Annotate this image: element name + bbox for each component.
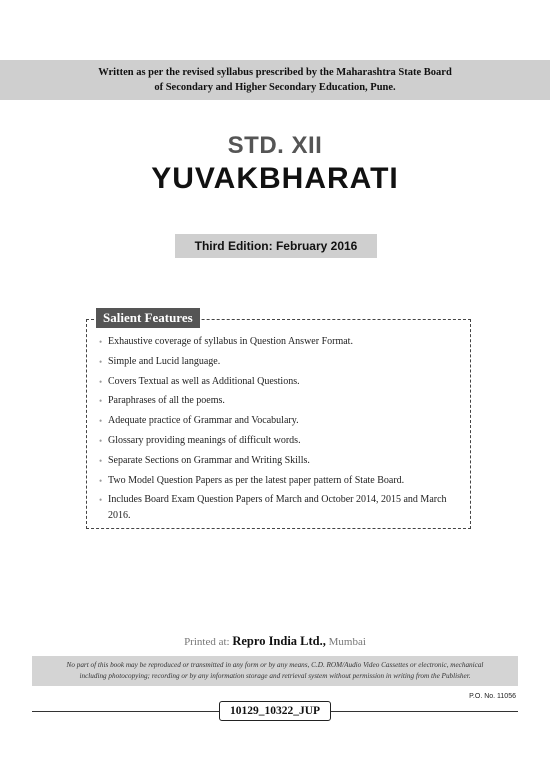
- bullet-icon: •: [99, 435, 103, 446]
- salient-features-list: [99, 334, 459, 528]
- copyright-line-1: No part of this book may be reproduced or transmitted in any form or by any means, C.D. ROM/Audio Video Cassettes or electronic, mechanical: [66, 661, 484, 669]
- feature-text: Glossary providing meanings of difficult words.: [108, 434, 301, 446]
- printer-line: [0, 634, 550, 649]
- printer-city: Mumbai: [328, 636, 366, 648]
- feature-item: [99, 433, 459, 449]
- bullet-icon: •: [99, 396, 103, 407]
- bullet-icon: •: [99, 376, 103, 387]
- printer-company: Repro India Ltd.,: [232, 634, 326, 648]
- copyright-notice: [32, 656, 518, 686]
- feature-item: [99, 453, 459, 469]
- edition-badge: Third Edition: February 2016: [175, 234, 377, 258]
- syllabus-line-1: Written as per the revised syllabus prescribed by the Maharashtra State Board: [98, 67, 452, 78]
- feature-text: Covers Textual as well as Additional Questions.: [108, 375, 300, 387]
- feature-text: Paraphrases of all the poems.: [108, 395, 225, 407]
- standard-title: STD. XII: [227, 132, 323, 159]
- bullet-icon: •: [99, 495, 103, 506]
- book-code: 10129_10322_JUP: [219, 701, 331, 721]
- feature-item: [99, 354, 459, 370]
- feature-text: Adequate practice of Grammar and Vocabulary.: [108, 415, 299, 427]
- feature-text: Simple and Lucid language.: [108, 355, 221, 367]
- feature-text: Two Model Question Papers as per the latest paper pattern of State Board.: [108, 474, 405, 486]
- feature-item: [99, 393, 459, 409]
- feature-item: [99, 334, 459, 350]
- po-number: P.O. No. 11056: [469, 693, 516, 700]
- bullet-icon: •: [99, 455, 103, 466]
- salient-features-heading: Salient Features: [96, 308, 200, 328]
- syllabus-banner: [0, 60, 550, 100]
- syllabus-line-2: of Secondary and Higher Secondary Education, Pune.: [154, 82, 396, 93]
- bullet-icon: •: [99, 416, 103, 427]
- feature-text: Exhaustive coverage of syllabus in Question Answer Format.: [108, 336, 353, 347]
- bullet-icon: •: [99, 337, 103, 347]
- feature-item: [99, 473, 459, 489]
- feature-text: Includes Board Exam Question Papers of March and October 2014, 2015 and March 2016.: [108, 494, 447, 522]
- book-title: YUVAKBHARATI: [151, 162, 399, 195]
- copyright-line-2: including photocopying; recording or by any information storage and retrieval system without permission in writing from the Publisher.: [79, 672, 471, 680]
- bullet-icon: •: [99, 356, 103, 367]
- feature-item: [99, 413, 459, 429]
- bullet-icon: •: [99, 475, 103, 486]
- feature-item: [99, 374, 459, 390]
- feature-text: Separate Sections on Grammar and Writing Skills.: [108, 454, 310, 466]
- feature-item: [99, 492, 459, 524]
- printer-prefix: Printed at:: [184, 636, 230, 648]
